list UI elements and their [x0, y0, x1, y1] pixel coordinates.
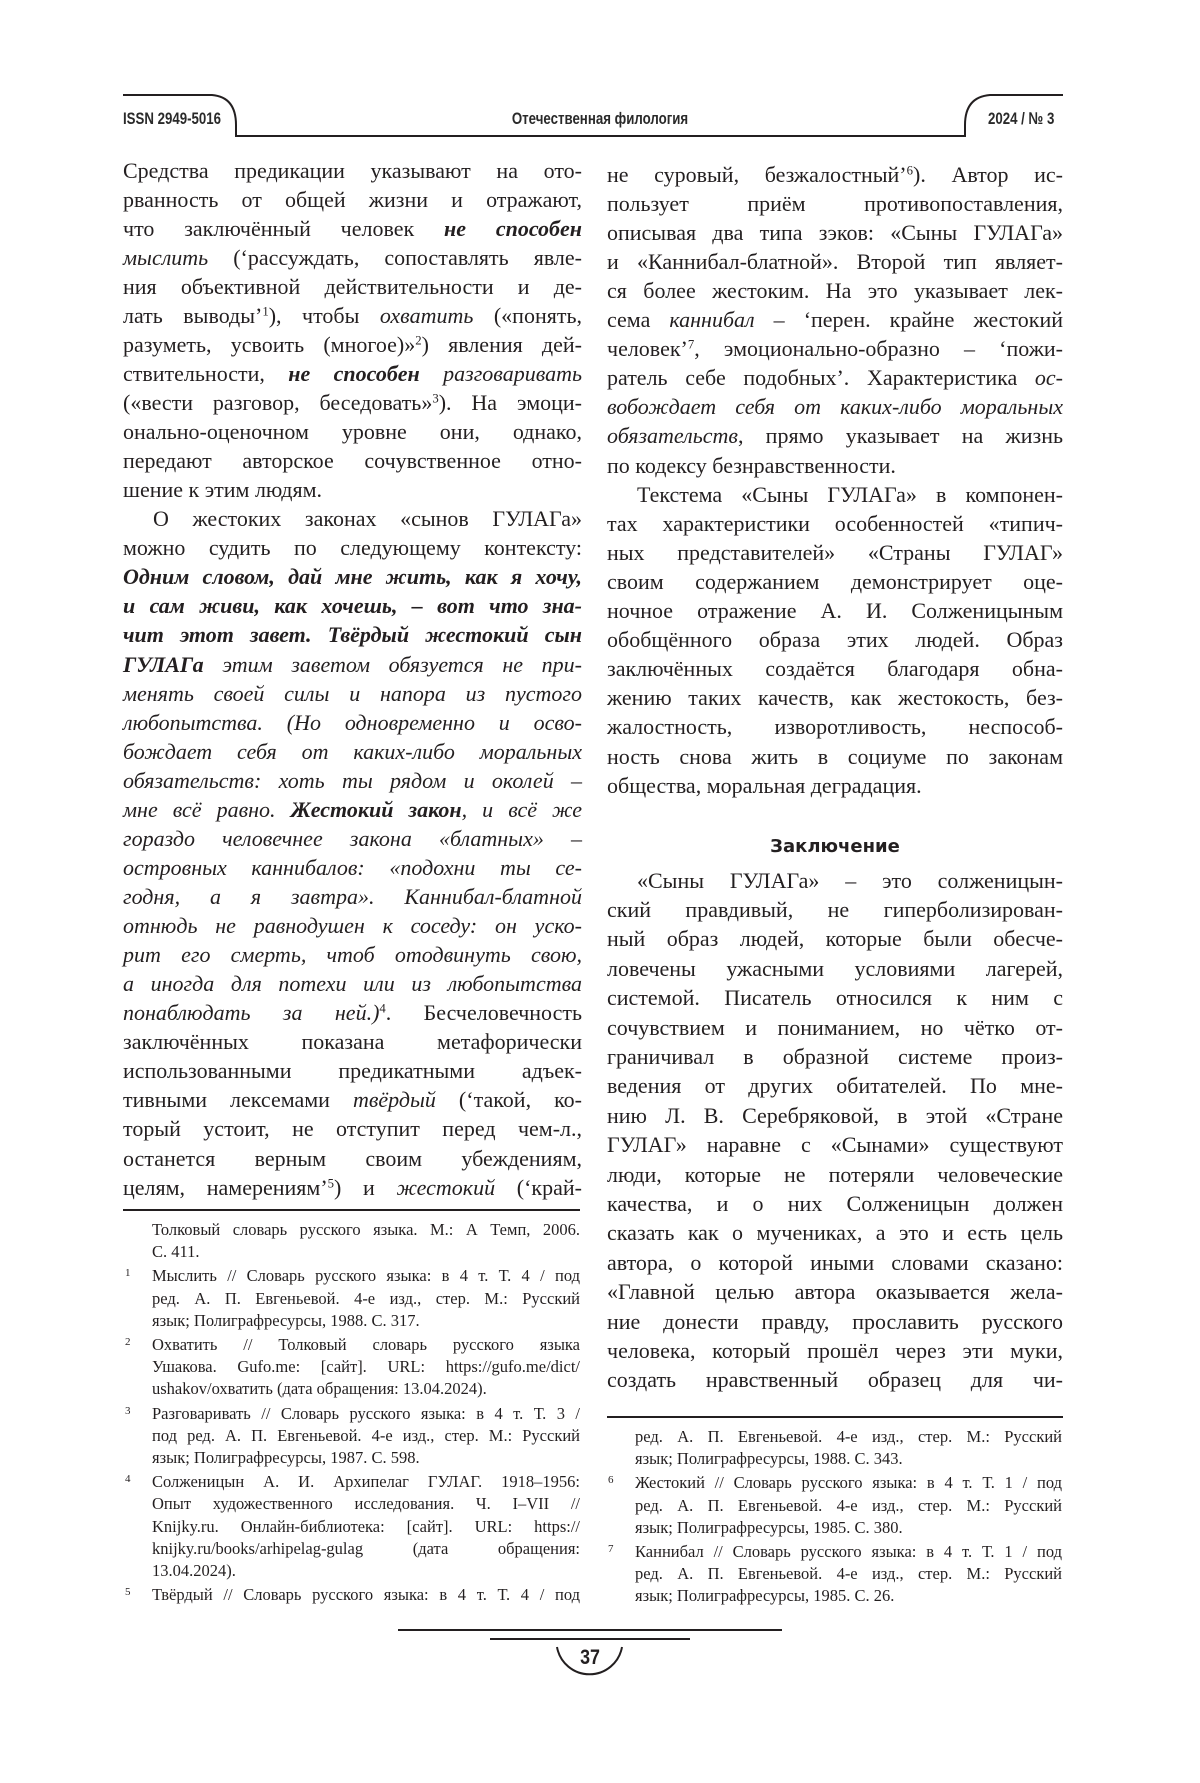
text-run: ствительности, [123, 361, 288, 386]
footnote-line: Мыслить // Словарь русского языка: в 4 т. Т. 4 / под [152, 1265, 580, 1287]
text-line: своим содержанием демонстрирует оце- [607, 567, 1063, 596]
text-line [123, 388, 582, 417]
text-run: . Бесчеловечность [386, 1000, 582, 1025]
footnote-line: Толковый словарь русского языка. М.: А Темп, 2006. [152, 1219, 580, 1241]
footnote-number: 5 [125, 1585, 131, 1599]
text-line [607, 334, 1063, 363]
text-line: ночное отражение А. И. Солженицыным [607, 596, 1063, 625]
text-run: мне всё равно. [123, 797, 291, 822]
text-line [607, 392, 1063, 421]
text-line: ведения от других обитателей. По мне- [607, 1071, 1063, 1100]
text-line [123, 359, 582, 388]
text-line: можно судить по следующему контексту: [123, 533, 582, 562]
text-run: рит его смерть, чтоб отодвинуть свою, [123, 942, 582, 967]
footnote-line: язык; Полиграфресурсы, 1988. С. 343. [635, 1448, 1062, 1470]
footnote-line: язык; Полиграфресурсы, 1988. С. 317. [152, 1310, 580, 1332]
text-run: ), чтобы [269, 303, 380, 328]
text-line: человека, который прошёл через эти муки, [607, 1336, 1063, 1365]
text-run: лать выводы’ [123, 303, 262, 328]
footnote-line: ред. А. П. Евгеньевой. 4-е изд., стер. М.: Русский [152, 1288, 580, 1310]
footnote-number: 1 [125, 1266, 131, 1280]
footnote-number: 4 [125, 1472, 131, 1486]
footnote-number: 2 [125, 1335, 131, 1349]
text-line: Текстема «Сыны ГУЛАГа» в компонен- [607, 480, 1063, 509]
text-line: жалостность, изворотливость, неспособ- [607, 712, 1063, 741]
text-line: ский правдивый, не гиперболизирован- [607, 895, 1063, 924]
text-run: Жестокий закон [291, 797, 462, 822]
text-line: пользует приём противопоставления, [607, 189, 1063, 218]
text-run: твёрдый [353, 1087, 436, 1112]
text-line: создать нравственный образец для чи- [607, 1365, 1063, 1394]
text-run: , эмоционально-образно – ‘пожи- [694, 336, 1063, 361]
footnote-line: 13.04.2024). [152, 1560, 580, 1582]
text-run: бождает себя от каких-либо моральных [123, 739, 582, 764]
text-line [123, 620, 582, 649]
text-line: ГУЛАГ» наравне с «Сынами» существуют [607, 1130, 1063, 1159]
text-line [123, 998, 582, 1027]
text-line [123, 301, 582, 330]
text-line: ный образ людей, которые были обесче- [607, 924, 1063, 953]
text-line [123, 591, 582, 620]
text-line [607, 363, 1063, 392]
footnote-line: язык; Полиграфресурсы, 1985. С. 380. [635, 1517, 1062, 1539]
text-run: ). На эмоци- [439, 390, 582, 415]
footnote-ref: 2 [415, 333, 421, 347]
footnote-line: Твёрдый // Словарь русского языка: в 4 т. Т. 4 / под [152, 1584, 580, 1606]
footnote-ref: 3 [432, 391, 438, 405]
text-run: отнюдь не равнодушен к соседу: он уско- [123, 913, 582, 938]
text-line: автора, о которой иными словами сказано: [607, 1248, 1063, 1277]
text-line: жению таких качеств, как жестокость, без- [607, 683, 1063, 712]
text-run: менять своей силы и напора из пустого [123, 681, 582, 706]
text-run: Одним словом, дай мне жить, как я хочу, [123, 564, 582, 589]
text-line [123, 708, 582, 737]
footnote-line: Ушакова. Gufo.me: [сайт]. URL: https://gufo.me/dict/ [152, 1356, 580, 1378]
text-line [123, 882, 582, 911]
text-line: Средства предикации указывают на ото- [123, 156, 582, 185]
footnote-line: Разговаривать // Словарь русского языка: в 4 т. Т. 3 / [152, 1403, 580, 1425]
text-run: человек’ [607, 336, 688, 361]
footnote-line: под ред. А. П. Евгеньевой. 4-е изд., стер. М.: Русский [152, 1425, 580, 1447]
text-run: чит этот завет. Твёрдый жестокий сын [123, 622, 582, 647]
text-run: ). Автор ис- [913, 162, 1063, 187]
footnote-number: 6 [608, 1473, 614, 1487]
text-line [607, 421, 1063, 450]
text-run: годня, а я завтра». Каннибал-блатной [123, 884, 582, 909]
text-line [123, 1173, 582, 1202]
text-line [123, 969, 582, 998]
footnote-line: Жестокий // Словарь русского языка: в 4 т. Т. 1 / под [635, 1472, 1062, 1494]
text-run [420, 361, 443, 386]
text-run: вобождает себя от каких-либо моральных [607, 394, 1063, 419]
text-run: жестокий [397, 1175, 496, 1200]
text-line [123, 330, 582, 359]
text-line: ность снова жить в социуме по законам [607, 742, 1063, 771]
text-line: заключённых показана метафорически [123, 1027, 582, 1056]
text-line: заключённых создаётся благодаря обна- [607, 654, 1063, 683]
text-line: ние донести правду, прославить русского [607, 1307, 1063, 1336]
text-line: сказать как о мучениках, а это и есть цель [607, 1218, 1063, 1247]
text-run: (‘такой, ко- [436, 1087, 582, 1112]
journal-title: Отечественная филология [512, 109, 688, 129]
text-line: О жестоких законах «сынов ГУЛАГа» [123, 504, 582, 533]
page-number: 37 [565, 1645, 616, 1671]
text-line: останется верным своим убеждениям, [123, 1144, 582, 1173]
text-line: сочувствием и пониманием, но чётко от- [607, 1013, 1063, 1042]
text-line: по кодексу безнравственности. [607, 451, 1063, 480]
text-line: люди, которые не потеряли человеческие [607, 1160, 1063, 1189]
footnote-line: ushakov/охватить (дата обращения: 13.04.2024). [152, 1378, 580, 1400]
text-line [123, 853, 582, 882]
text-run: ратель себе подобных’. Характеристика [607, 365, 1035, 390]
text-line [123, 679, 582, 708]
text-run: не способен [444, 216, 582, 241]
text-run: не суровый, безжалостный’ [607, 162, 907, 187]
text-line: тах характеристики особенностей «типич- [607, 509, 1063, 538]
text-line [123, 1085, 582, 1114]
text-run: ГУЛАГа [123, 652, 204, 677]
footnote-line: Охватить // Толковый словарь русского языка [152, 1334, 580, 1356]
text-run: охватить [380, 303, 474, 328]
text-run: целям, намерениям’ [123, 1175, 328, 1200]
footnote-ref: 5 [328, 1176, 334, 1190]
text-run: сема [607, 307, 669, 332]
text-run: ) и [334, 1175, 396, 1200]
text-run: разуметь, усвоить (многое)» [123, 332, 415, 357]
text-run: («понять, [473, 303, 582, 328]
footnote-number: 3 [125, 1404, 131, 1418]
footnote-ref: 4 [379, 1002, 385, 1016]
text-run: не способен [288, 361, 420, 386]
text-line [123, 911, 582, 940]
text-run: понаблюдать за ней.) [123, 1000, 379, 1025]
text-run: разговаривать [443, 361, 582, 386]
text-run: обязательств: хоть ты рядом и околей – [123, 768, 582, 793]
text-line: ся более жестоким. На это указывает лек- [607, 276, 1063, 305]
text-line: нию Л. В. Серебряковой, в этой «Стране [607, 1101, 1063, 1130]
text-line [123, 214, 582, 243]
text-line: ния объективной действительности и де- [123, 272, 582, 301]
text-line: ловечены ужасными условиями лагерей, [607, 954, 1063, 983]
text-line [607, 160, 1063, 189]
text-line [123, 562, 582, 591]
text-line: торый устоит, не отступит перед чем-л., [123, 1114, 582, 1143]
text-line [123, 650, 582, 679]
text-line: передают авторское сочувственное отно- [123, 446, 582, 475]
issn: ISSN 2949-5016 [123, 109, 221, 129]
footnote-line: С. 411. [152, 1241, 580, 1263]
text-line: и «Каннибал-блатной». Второй тип являет- [607, 247, 1063, 276]
footnote-line: ред. А. П. Евгеньевой. 4-е изд., стер. М.: Русский [635, 1563, 1062, 1585]
text-run: а иногда для потехи или из любопытства [123, 971, 582, 996]
footnote-line: Каннибал // Словарь русского языка: в 4 т. Т. 1 / под [635, 1541, 1062, 1563]
footnote-line: ред. А. П. Евгеньевой. 4-е изд., стер. М.: Русский [635, 1495, 1062, 1517]
text-run: тивными лексемами [123, 1087, 353, 1112]
footnote-ref: 6 [907, 163, 913, 177]
text-line [607, 305, 1063, 334]
text-line: шение к этим людям. [123, 475, 582, 504]
text-line: рванность от общей жизни и отражают, [123, 185, 582, 214]
section-heading-conclusion: Заключение [607, 833, 1063, 861]
text-run: островных каннибалов: «подохни ты се- [123, 855, 582, 880]
text-run: ос- [1035, 365, 1063, 390]
text-line [123, 795, 582, 824]
text-line: общества, моральная деградация. [607, 771, 1063, 800]
text-line: «Главной целью автора оказывается жела- [607, 1277, 1063, 1306]
text-line: онально-оценочном уровне они, однако, [123, 417, 582, 446]
text-line [123, 766, 582, 795]
footnote-line: Солженицын А. И. Архипелаг ГУЛАГ. 1918–1956: [152, 1471, 580, 1493]
text-line: описывая два типа зэков: «Сыны ГУЛАГа» [607, 218, 1063, 247]
footnote-ref: 7 [688, 337, 694, 351]
text-run: гораздо человечнее закона «блатных» – [123, 826, 582, 851]
text-run: что заключённый человек [123, 216, 444, 241]
issue-number: 2024 / № 3 [988, 109, 1054, 129]
text-line [123, 243, 582, 272]
footnote-line: Опыт художественного исследования. Ч. I–VII // [152, 1493, 580, 1515]
text-run: (‘край- [495, 1175, 582, 1200]
text-line: использованными предикатными адъек- [123, 1056, 582, 1085]
footnote-line: knijky.ru/books/arhipelag-gulag (дата обращения: [152, 1538, 580, 1560]
text-line: граничивал в образной системе произ- [607, 1042, 1063, 1071]
footnote-number: 7 [608, 1542, 614, 1556]
footnote-ref: 1 [262, 304, 268, 318]
text-line: ных представителей» «Страны ГУЛАГ» [607, 538, 1063, 567]
text-run: – ‘перен. крайне жестокий [755, 307, 1063, 332]
text-run: ) явления дей- [422, 332, 582, 357]
text-run: («вести разговор, беседовать» [123, 390, 432, 415]
text-line [123, 940, 582, 969]
text-run: мыслить [123, 245, 208, 270]
text-run: , прямо указывает на жизнь [738, 423, 1063, 448]
text-run: и сам живи, как хочешь, – вот что зна- [123, 593, 582, 618]
text-line: обобщённого образа этих людей. Образ [607, 625, 1063, 654]
text-run: (‘рассуждать, сопоставлять явле- [208, 245, 582, 270]
text-line [123, 824, 582, 853]
text-line: «Сыны ГУЛАГа» – это солженицын- [607, 866, 1063, 895]
footnote-line: ред. А. П. Евгеньевой. 4-е изд., стер. М.: Русский [635, 1426, 1062, 1448]
text-line [123, 737, 582, 766]
text-run: этим заветом обязуется не при- [204, 652, 582, 677]
footnote-line: язык; Полиграфресурсы, 1985. С. 26. [635, 1585, 1062, 1607]
text-run: каннибал [669, 307, 754, 332]
text-run: , и всё же [462, 797, 582, 822]
text-run: любопытства. (Но одновременно и осво- [123, 710, 582, 735]
text-line: качества, и о них Солженицын должен [607, 1189, 1063, 1218]
text-line: системой. Писатель относился к ним с [607, 983, 1063, 1012]
footnote-line: Knijky.ru. Онлайн-библиотека: [сайт]. URL: https:// [152, 1516, 580, 1538]
text-run: обязательств [607, 423, 738, 448]
footnote-line: язык; Полиграфресурсы, 1987. С. 598. [152, 1447, 580, 1469]
